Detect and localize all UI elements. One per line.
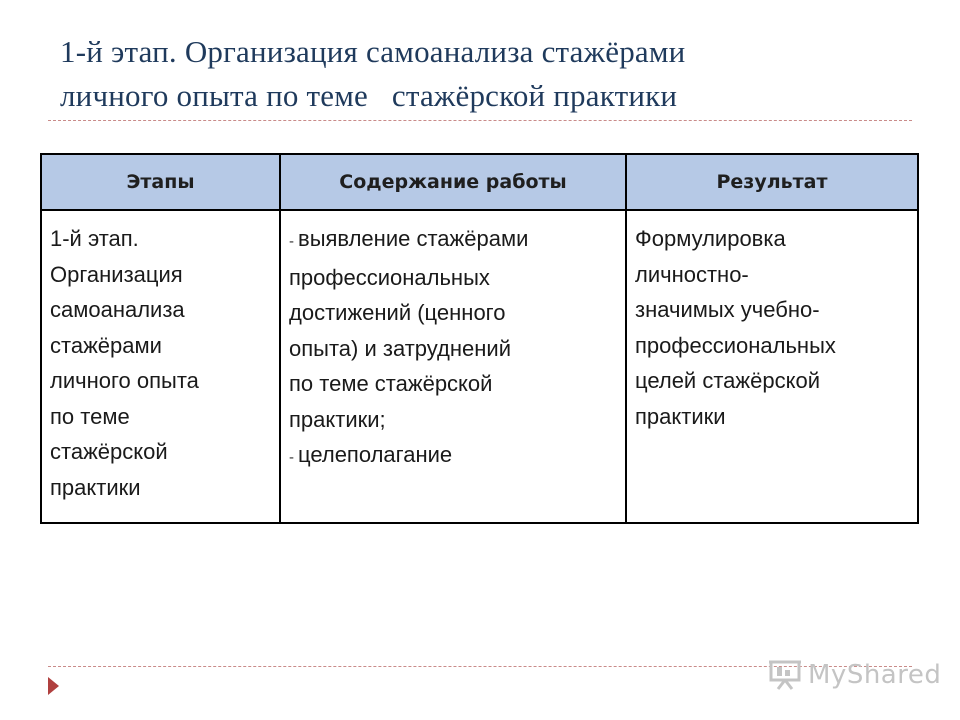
cell-content-line [289,221,619,260]
watermark-logo [768,654,942,694]
cell-stage-line: 1-й этап. [50,226,139,251]
cell-result-line: практики [635,403,726,429]
cell-content-text: целеполагание [298,442,453,467]
list-dash: - [289,233,294,250]
header-result: Результат [626,154,918,210]
cell-result [626,210,918,523]
table-header-row [41,154,918,210]
cell-result-line: личностно- [635,261,749,287]
cell-result-line: значимых учебно- [635,297,820,322]
cell-stage-line: практики [50,474,141,500]
cell-stage-line: стажёрской [50,439,168,464]
cell-content-line: опыта) и затруднений [289,335,511,361]
cell-content [280,210,626,523]
triangle-bullet-icon [48,677,59,695]
cell-stage-line: стажёрами [50,332,162,358]
cell-result-line: целей стажёрской [635,368,820,393]
table-row [41,210,918,523]
cell-result-line: профессиональных [635,332,836,358]
title-divider [48,120,912,121]
cell-stage-line: по теме [50,403,130,429]
slide-title-line-1: 1-й этап. Организация самоанализа стажёрами [60,34,686,69]
slide-title-line-2: личного опыта по теме стажёрской практики [60,78,678,113]
header-content: Содержание работы [280,154,626,210]
cell-content-line: достижений (ценного [289,300,506,325]
cell-stage-line: Организация [50,261,183,287]
cell-stage [41,210,280,523]
cell-content-line: профессиональных [289,264,490,290]
presentation-board-icon [768,658,802,690]
cell-content-line: по теме стажёрской [289,371,493,396]
cell-result-line: Формулировка [635,226,786,251]
watermark-text: MyShared [808,660,942,690]
header-stages: Этапы [41,154,280,210]
slide-title [60,30,920,118]
cell-stage-line: личного опыта [50,368,199,393]
cell-content-line [289,437,619,476]
cell-stage-line: самоанализа [50,297,185,322]
cell-content-text: выявление стажёрами [298,226,529,251]
cell-content-line: практики; [289,406,386,432]
stages-table [40,153,919,524]
list-dash: - [289,449,294,466]
